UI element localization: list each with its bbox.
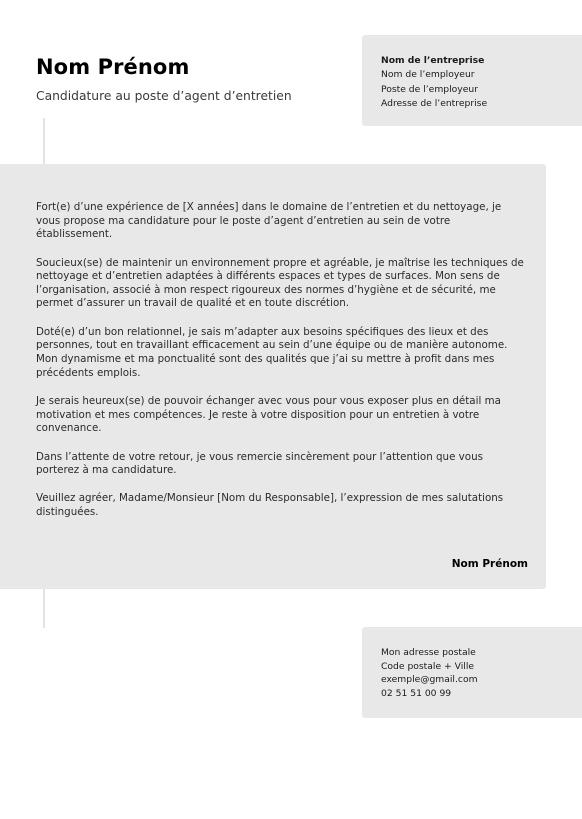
contact-phone: 02 51 51 00 99 [381,687,452,699]
decorative-line-bottom [43,589,45,628]
contact-email: exemple@gmail.com [381,674,478,686]
letter-paragraph-5: Dans l’attente de votre retour, je vous remercie sincèrement pour l’attention que vous porterez à ma candidature. [36,450,483,477]
letter-paragraph-3: Doté(e) d’un bon relationnel, je sais m’adapter aux besoins spécifiques des lieux et des personnes, tout en travaillant efficacement au sein d’une équipe ou de manière autonome. Mon dynamisme et ma ponctualité sont des qualités que j’ai su mettre à profit dans mes précédents emplois. [36,325,508,379]
employer-name: Nom de l’employeur [381,69,475,81]
decorative-line-top [43,118,45,165]
employer-title: Poste de l’employeur [381,83,478,95]
applicant-name: Nom Prénom [36,55,190,79]
contact-postal-city: Code postale + Ville [381,660,475,672]
company-name: Nom de l’entreprise [381,55,485,66]
signature: Nom Prénom [451,558,528,570]
letter-paragraph-6: Veuillez agréer, Madame/Monsieur [Nom du Responsable], l’expression de mes salutations distinguées. [36,492,504,519]
contact-address: Mon adresse postale [381,647,476,658]
letter-body [0,164,546,589]
contact-info-box [362,627,582,718]
letter-paragraph-2: Soucieux(se) de maintenir un environnement propre et agréable, je maîtrise les techniques de nettoyage et d’entretien adaptées à différents espaces et types de surfaces. Mon sens de l’organisation, associé à mon respect rigoureux des normes d’hygiène et de sécurité, me permet d’assurer un travail de qualité et en toute discrétion. [36,256,524,310]
letter-paragraph-1: Fort(e) d’une expérience de [X années] dans le domaine de l’entretien et du nettoyage, je vous propose ma candidature pour le poste d’agent d’entretien au sein de votre établissement. [36,201,502,241]
job-subtitle: Candidature au poste d’agent d’entretien [36,89,292,103]
company-info-box [362,35,582,126]
letter-paragraph-4: Je serais heureux(se) de pouvoir échanger avec vous pour vous exposer plus en détail ma motivation et mes compétences. Je reste à votre disposition pour un entretien à votre convenance. [36,394,501,435]
company-address: Adresse de l’entreprise [381,98,488,110]
